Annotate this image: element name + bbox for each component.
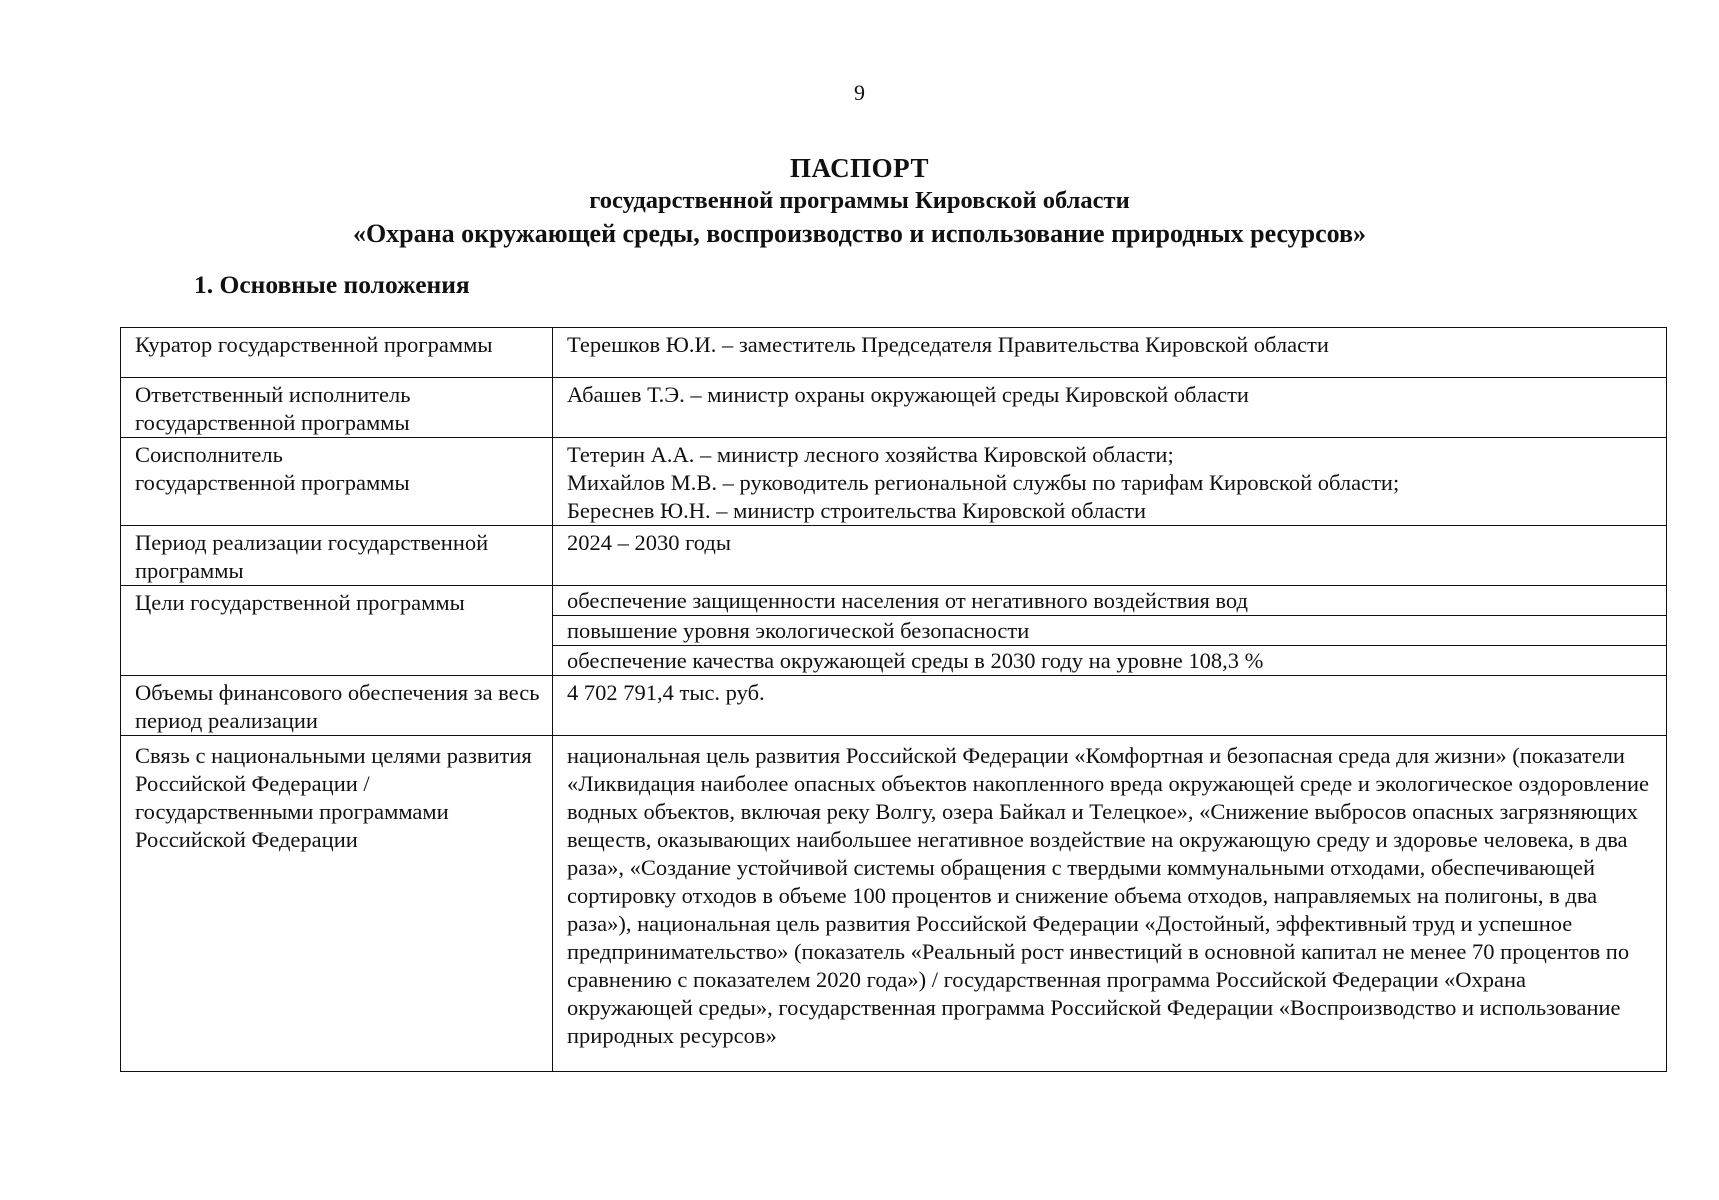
period-label: Период реализации государственной программы	[121, 526, 553, 586]
curator-label: Куратор государственной программы	[121, 328, 553, 378]
coexecutor-label-line: государственной программы	[135, 470, 410, 495]
table-row-links	[121, 736, 1667, 1072]
period-value: 2024 – 2030 годы	[553, 526, 1667, 586]
title-passport: ПАСПОРТ	[790, 153, 929, 183]
links-label-line: государственными программами	[135, 799, 449, 824]
executor-label: Ответственный исполнитель государственной программы	[121, 378, 553, 438]
table-row-period	[121, 526, 1667, 586]
table-row-executor	[121, 378, 1667, 438]
coexecutor-item: Тетерин А.А. – министр лесного хозяйства Кировской области;	[567, 442, 1174, 467]
table-row-funding	[121, 676, 1667, 736]
table-row-coexecutor	[121, 438, 1667, 526]
document-title	[0, 151, 1719, 252]
links-label	[121, 736, 553, 1072]
goal-item: повышение уровня экологической безопасности	[553, 616, 1667, 646]
goal-item: обеспечение защищенности населения от негативного воздействия вод	[553, 586, 1667, 616]
goal-item: обеспечение качества окружающей среды в 2030 году на уровне 108,3 %	[553, 646, 1667, 676]
links-value: национальная цель развития Российской Федерации «Комфортная и безопасная среда для жизни» (показатели «Ликвидация наиболее опасных объектов накопленного вреда окружающей среде и экологическое оздоровление водных объектов, включая реку Волгу, озера Байкал и Телецкое», «Снижение выбросов опасных загрязняющих веществ, оказывающих наибольшее негативное воздействие на окружающую среду и здоровье человека, в два раза», «Создание устойчивой системы обращения с твердыми коммунальными отходами, обеспечивающей сортировку отходов в объеме 100 процентов и снижение объема отходов, направляемых на полигоны, в два раза»), национальная цель развития Российской Федерации «Достойный, эффективный труд и успешное предпринимательство» (показатель «Реальный рост инвестиций в основной капитал не менее 70 процентов по сравнению с показателем 2020 года») / государственная программа Российской Федерации «Охрана окружающей среды», государственная программа Российской Федерации «Воспроизводство и использование природных ресурсов»	[553, 736, 1667, 1072]
links-label-line: Российской Федерации /	[135, 771, 370, 796]
title-program-type: государственной программы Кировской области	[589, 187, 1130, 214]
page-number: 9	[854, 80, 865, 105]
links-label-line: Связь с национальными целями развития	[135, 743, 532, 768]
funding-value: 4 702 791,4 тыс. руб.	[553, 676, 1667, 736]
title-program-name: «Охрана окружающей среды, воспроизводство и использование природных ресурсов»	[352, 219, 1367, 248]
section-heading: 1. Основные положения	[194, 270, 470, 299]
table-row-curator	[121, 328, 1667, 378]
coexecutor-value	[553, 438, 1667, 526]
goals-label: Цели государственной программы	[121, 586, 553, 676]
passport-table	[120, 327, 1667, 1072]
coexecutor-item: Михайлов М.В. – руководитель региональной службы по тарифам Кировской области;	[567, 470, 1400, 495]
executor-value: Абашев Т.Э. – министр охраны окружающей среды Кировской области	[553, 378, 1667, 438]
links-label-line: Российской Федерации	[135, 827, 358, 852]
coexecutor-item: Береснев Ю.Н. – министр строительства Кировской области	[567, 498, 1147, 523]
table-row-goal	[121, 586, 1667, 616]
curator-value: Терешков Ю.И. – заместитель Председателя Правительства Кировской области	[553, 328, 1667, 378]
funding-label: Объемы финансового обеспечения за весь период реализации	[121, 676, 553, 736]
coexecutor-label-line: Соисполнитель	[135, 442, 283, 467]
coexecutor-label	[121, 438, 553, 526]
